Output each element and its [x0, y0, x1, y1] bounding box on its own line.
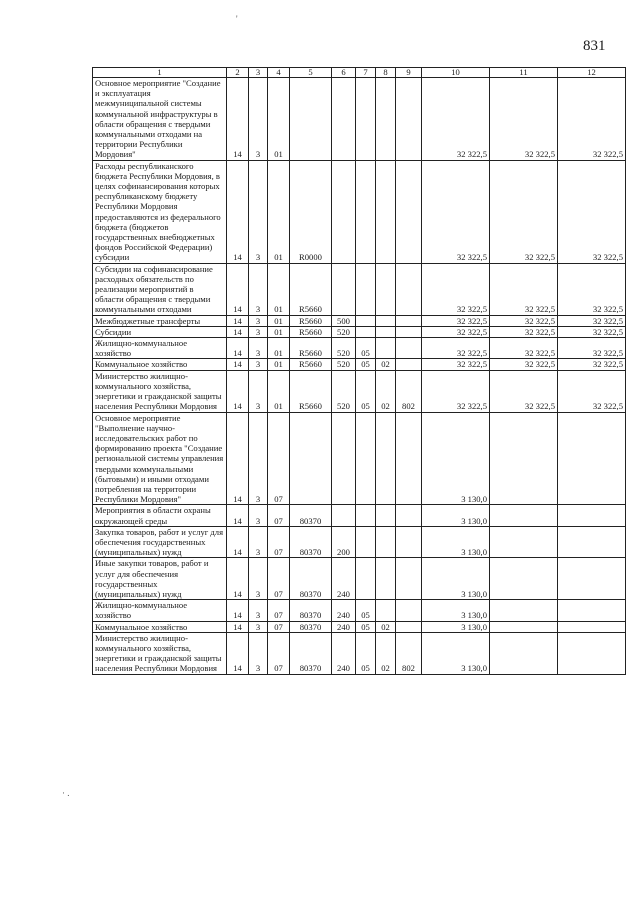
cell-subsection	[376, 338, 396, 359]
cell-item-name: Коммунальное хозяйство	[93, 359, 227, 370]
cell-amount-year-3	[558, 558, 626, 600]
table-row	[93, 315, 626, 326]
cell-code-4: 07	[268, 526, 290, 558]
cell-code-2: 14	[227, 338, 249, 359]
cell-code-4: 01	[268, 326, 290, 337]
cell-item-name: Министерство жилищно-коммунального хозяйства, энергетики и гражданской защиты населения Республики Мордовия	[93, 370, 227, 412]
cell-code-4: 01	[268, 359, 290, 370]
table-row	[93, 338, 626, 359]
cell-expense-type: 520	[332, 370, 356, 412]
cell-amount-year-3	[558, 412, 626, 505]
cell-code-2: 14	[227, 526, 249, 558]
cell-code-2: 14	[227, 632, 249, 674]
cell-amount-year-1: 3 130,0	[422, 505, 490, 526]
cell-section	[356, 526, 376, 558]
cell-expense-type	[332, 263, 356, 315]
cell-code-3: 3	[249, 526, 268, 558]
cell-code-2: 14	[227, 326, 249, 337]
cell-amount-year-2	[490, 558, 558, 600]
budget-table	[92, 67, 626, 675]
cell-amount-year-2	[490, 505, 558, 526]
cell-subsection	[376, 526, 396, 558]
cell-amount-year-3	[558, 505, 626, 526]
cell-amount-year-2: 32 322,5	[490, 370, 558, 412]
table-row	[93, 600, 626, 621]
cell-subsection	[376, 160, 396, 263]
cell-amount-year-3: 32 322,5	[558, 338, 626, 359]
cell-code-2: 14	[227, 359, 249, 370]
cell-code-3: 3	[249, 412, 268, 505]
cell-code-4: 07	[268, 600, 290, 621]
cell-code-3: 3	[249, 326, 268, 337]
column-header: 9	[396, 68, 422, 78]
cell-subsection	[376, 263, 396, 315]
cell-item-name: Мероприятия в области охраны окружающей среды	[93, 505, 227, 526]
table-row	[93, 78, 626, 161]
cell-amount-year-2: 32 322,5	[490, 338, 558, 359]
cell-amount-year-3: 32 322,5	[558, 160, 626, 263]
cell-ministry-code: 802	[396, 370, 422, 412]
column-header: 8	[376, 68, 396, 78]
cell-code-2: 14	[227, 315, 249, 326]
cell-code-2: 14	[227, 621, 249, 632]
cell-amount-year-3: 32 322,5	[558, 263, 626, 315]
cell-code-4: 07	[268, 558, 290, 600]
table-row	[93, 160, 626, 263]
cell-amount-year-1: 3 130,0	[422, 621, 490, 632]
table-row	[93, 558, 626, 600]
cell-code-3: 3	[249, 338, 268, 359]
cell-section	[356, 263, 376, 315]
cell-code-3: 3	[249, 315, 268, 326]
cell-section: 05	[356, 632, 376, 674]
cell-subsection	[376, 412, 396, 505]
cell-expense-type: 240	[332, 632, 356, 674]
cell-expense-type	[332, 505, 356, 526]
cell-amount-year-3: 32 322,5	[558, 78, 626, 161]
table-row	[93, 526, 626, 558]
cell-amount-year-3: 32 322,5	[558, 359, 626, 370]
cell-expense-type	[332, 78, 356, 161]
cell-code-2: 14	[227, 78, 249, 161]
cell-target-article: 80370	[290, 632, 332, 674]
cell-amount-year-3	[558, 600, 626, 621]
cell-amount-year-1: 32 322,5	[422, 78, 490, 161]
cell-code-2: 14	[227, 412, 249, 505]
column-header: 4	[268, 68, 290, 78]
cell-item-name: Субсидии	[93, 326, 227, 337]
scan-speck: · .	[62, 788, 70, 798]
cell-item-name: Субсидии на софинансирование расходных обязательств по реализации мероприятий в области обращения с твердыми коммунальными отходами	[93, 263, 227, 315]
cell-amount-year-1: 3 130,0	[422, 558, 490, 600]
cell-subsection: 02	[376, 370, 396, 412]
cell-subsection: 02	[376, 632, 396, 674]
cell-code-3: 3	[249, 505, 268, 526]
cell-target-article: R5660	[290, 338, 332, 359]
cell-amount-year-1: 3 130,0	[422, 600, 490, 621]
cell-code-4: 07	[268, 412, 290, 505]
cell-code-3: 3	[249, 632, 268, 674]
cell-code-2: 14	[227, 558, 249, 600]
cell-target-article: 80370	[290, 558, 332, 600]
cell-ministry-code	[396, 600, 422, 621]
table-row	[93, 370, 626, 412]
cell-ministry-code	[396, 558, 422, 600]
cell-section	[356, 505, 376, 526]
cell-expense-type: 500	[332, 315, 356, 326]
cell-code-4: 01	[268, 370, 290, 412]
cell-amount-year-2: 32 322,5	[490, 315, 558, 326]
cell-section	[356, 326, 376, 337]
cell-code-2: 14	[227, 370, 249, 412]
cell-expense-type: 200	[332, 526, 356, 558]
cell-code-4: 01	[268, 263, 290, 315]
cell-ministry-code	[396, 160, 422, 263]
cell-code-3: 3	[249, 359, 268, 370]
cell-item-name: Коммунальное хозяйство	[93, 621, 227, 632]
cell-amount-year-1: 3 130,0	[422, 412, 490, 505]
cell-amount-year-2: 32 322,5	[490, 263, 558, 315]
cell-target-article: R5660	[290, 263, 332, 315]
cell-item-name: Жилищно-коммунальное хозяйство	[93, 338, 227, 359]
column-header: 10	[422, 68, 490, 78]
cell-ministry-code	[396, 505, 422, 526]
table-row	[93, 632, 626, 674]
cell-code-4: 01	[268, 160, 290, 263]
cell-amount-year-1: 32 322,5	[422, 359, 490, 370]
cell-ministry-code: 802	[396, 632, 422, 674]
cell-code-3: 3	[249, 160, 268, 263]
cell-subsection	[376, 78, 396, 161]
cell-code-2: 14	[227, 263, 249, 315]
column-header: 11	[490, 68, 558, 78]
cell-target-article: 80370	[290, 505, 332, 526]
table-row	[93, 412, 626, 505]
cell-code-3: 3	[249, 558, 268, 600]
cell-amount-year-1: 3 130,0	[422, 632, 490, 674]
cell-code-3: 3	[249, 621, 268, 632]
cell-subsection	[376, 326, 396, 337]
cell-ministry-code	[396, 621, 422, 632]
cell-code-4: 01	[268, 315, 290, 326]
cell-code-4: 07	[268, 505, 290, 526]
column-header: 3	[249, 68, 268, 78]
cell-subsection	[376, 558, 396, 600]
cell-code-4: 01	[268, 338, 290, 359]
cell-ministry-code	[396, 78, 422, 161]
table-row	[93, 359, 626, 370]
cell-code-2: 14	[227, 600, 249, 621]
cell-subsection: 02	[376, 621, 396, 632]
cell-item-name: Основное мероприятие "Создание и эксплуатация межмуниципальной системы коммунальной инфраструктуры в области обращения с твердыми коммунальными отходами на территории Республики Мордовия"	[93, 78, 227, 161]
cell-item-name: Иные закупки товаров, работ и услуг для обеспечения государственных (муниципальных) нужд	[93, 558, 227, 600]
cell-amount-year-2: 32 322,5	[490, 359, 558, 370]
cell-amount-year-2: 32 322,5	[490, 78, 558, 161]
column-header: 2	[227, 68, 249, 78]
cell-ministry-code	[396, 526, 422, 558]
cell-ministry-code	[396, 326, 422, 337]
cell-section	[356, 160, 376, 263]
table-row	[93, 505, 626, 526]
cell-target-article: R5660	[290, 315, 332, 326]
cell-item-name: Основное мероприятие "Выполнение научно-исследовательских работ по формированию проекта "Создание региональной системы управления твердыми коммунальными (бытовыми) и иными отходами потребления на территории Республики Мордовия"	[93, 412, 227, 505]
cell-amount-year-2: 32 322,5	[490, 326, 558, 337]
cell-target-article: R5660	[290, 370, 332, 412]
cell-item-name: Межбюджетные трансферты	[93, 315, 227, 326]
cell-ministry-code	[396, 315, 422, 326]
cell-item-name: Министерство жилищно-коммунального хозяйства, энергетики и гражданской защиты населения Республики Мордовия	[93, 632, 227, 674]
scan-speck: '	[236, 14, 238, 24]
cell-amount-year-1: 32 322,5	[422, 160, 490, 263]
cell-amount-year-2	[490, 632, 558, 674]
column-header: 12	[558, 68, 626, 78]
cell-amount-year-1: 32 322,5	[422, 326, 490, 337]
cell-subsection	[376, 505, 396, 526]
cell-section	[356, 412, 376, 505]
cell-code-2: 14	[227, 505, 249, 526]
column-header: 7	[356, 68, 376, 78]
table-row	[93, 326, 626, 337]
cell-item-name: Жилищно-коммунальное хозяйство	[93, 600, 227, 621]
table-body	[93, 78, 626, 675]
cell-section	[356, 78, 376, 161]
cell-target-article	[290, 78, 332, 161]
cell-expense-type: 240	[332, 558, 356, 600]
table-row	[93, 263, 626, 315]
cell-amount-year-3	[558, 526, 626, 558]
table-row	[93, 621, 626, 632]
cell-target-article: 80370	[290, 526, 332, 558]
cell-code-4: 07	[268, 632, 290, 674]
cell-expense-type: 240	[332, 621, 356, 632]
cell-item-name: Расходы республиканского бюджета Республики Мордовия, в целях софинансирования которых республиканскому бюджету Республики Мордовия предоставляются из федерального бюджета (бюджетов государственных внебюджетных фондов Российской Федерации) субсидии	[93, 160, 227, 263]
cell-amount-year-2	[490, 600, 558, 621]
cell-code-3: 3	[249, 600, 268, 621]
cell-code-4: 01	[268, 78, 290, 161]
cell-expense-type	[332, 412, 356, 505]
cell-target-article	[290, 412, 332, 505]
cell-code-3: 3	[249, 370, 268, 412]
cell-section: 05	[356, 370, 376, 412]
cell-section: 05	[356, 359, 376, 370]
cell-ministry-code	[396, 412, 422, 505]
cell-amount-year-3: 32 322,5	[558, 370, 626, 412]
cell-ministry-code	[396, 338, 422, 359]
cell-amount-year-1: 3 130,0	[422, 526, 490, 558]
cell-target-article: R0000	[290, 160, 332, 263]
cell-amount-year-3: 32 322,5	[558, 326, 626, 337]
cell-section	[356, 558, 376, 600]
cell-target-article: 80370	[290, 621, 332, 632]
cell-subsection	[376, 600, 396, 621]
cell-section: 05	[356, 338, 376, 359]
cell-amount-year-3	[558, 621, 626, 632]
cell-amount-year-2: 32 322,5	[490, 160, 558, 263]
cell-amount-year-1: 32 322,5	[422, 370, 490, 412]
cell-code-3: 3	[249, 78, 268, 161]
cell-amount-year-1: 32 322,5	[422, 263, 490, 315]
cell-ministry-code	[396, 263, 422, 315]
cell-item-name: Закупка товаров, работ и услуг для обеспечения государственных (муниципальных) нужд	[93, 526, 227, 558]
cell-subsection	[376, 315, 396, 326]
column-number-row	[93, 68, 626, 78]
cell-subsection: 02	[376, 359, 396, 370]
cell-expense-type: 520	[332, 326, 356, 337]
cell-target-article: 80370	[290, 600, 332, 621]
column-header: 6	[332, 68, 356, 78]
cell-amount-year-2	[490, 621, 558, 632]
cell-amount-year-2	[490, 412, 558, 505]
cell-section: 05	[356, 621, 376, 632]
column-header: 1	[93, 68, 227, 78]
cell-code-3: 3	[249, 263, 268, 315]
cell-code-4: 07	[268, 621, 290, 632]
cell-ministry-code	[396, 359, 422, 370]
cell-amount-year-1: 32 322,5	[422, 338, 490, 359]
cell-amount-year-3: 32 322,5	[558, 315, 626, 326]
cell-amount-year-3	[558, 632, 626, 674]
cell-amount-year-1: 32 322,5	[422, 315, 490, 326]
cell-target-article: R5660	[290, 326, 332, 337]
cell-code-2: 14	[227, 160, 249, 263]
cell-section	[356, 315, 376, 326]
page-number: 831	[583, 38, 606, 54]
cell-expense-type: 520	[332, 359, 356, 370]
cell-expense-type	[332, 160, 356, 263]
cell-section: 05	[356, 600, 376, 621]
cell-amount-year-2	[490, 526, 558, 558]
cell-expense-type: 240	[332, 600, 356, 621]
column-header: 5	[290, 68, 332, 78]
cell-target-article: R5660	[290, 359, 332, 370]
cell-expense-type: 520	[332, 338, 356, 359]
